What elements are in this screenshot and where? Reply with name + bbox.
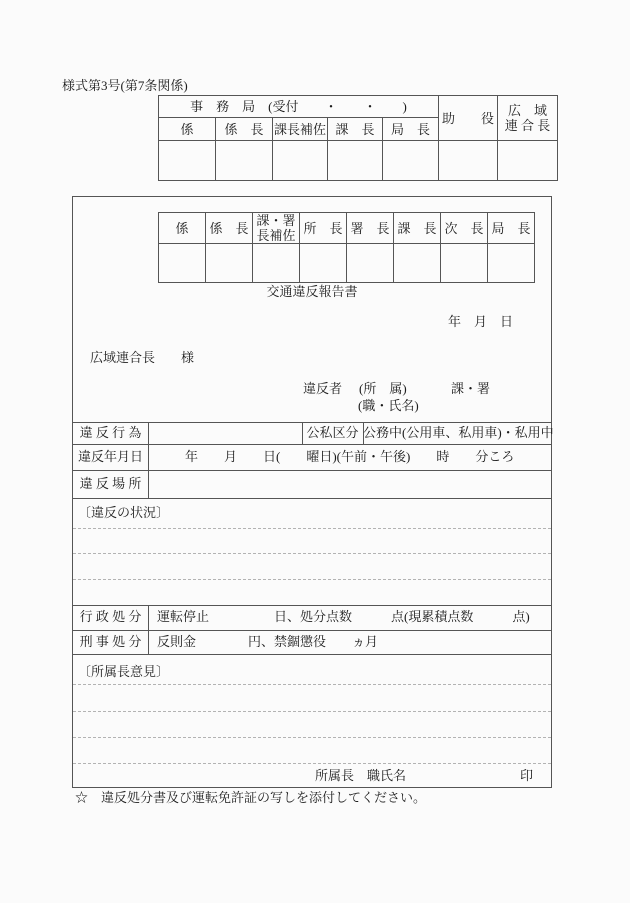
affiliation-label: (所 属) bbox=[359, 381, 407, 396]
criminal-disposition-value: 反則金 円、禁錮懲役 ヵ月 bbox=[157, 634, 379, 649]
report-title: 交通違反報告書 bbox=[266, 284, 358, 299]
label-column-divider bbox=[148, 422, 149, 498]
grid-line bbox=[73, 654, 551, 655]
situation-label: 〔違反の状況〕 bbox=[78, 505, 170, 520]
stamp-cell bbox=[394, 244, 441, 283]
guide-line bbox=[73, 737, 551, 738]
top-col-kachohosa: 課長補佐 bbox=[273, 118, 328, 141]
top-col-kakaricho: 係 長 bbox=[216, 118, 273, 141]
stamp-cell bbox=[206, 244, 253, 283]
inner-col-kakari: 係 bbox=[159, 213, 206, 244]
opinion-label: 〔所属長意見〕 bbox=[78, 664, 170, 679]
inner-col-jicho: 次 長 bbox=[441, 213, 488, 244]
inner-col-kyokucho: 局 長 bbox=[488, 213, 535, 244]
stamp-cell bbox=[273, 141, 328, 181]
guide-line bbox=[73, 763, 551, 764]
violation-date-value: 年 月 日( 曜日)(午前・午後) 時 分ころ bbox=[185, 449, 515, 464]
top-col-kakari: 係 bbox=[159, 118, 216, 141]
violation-place-label: 違 反 場 所 bbox=[79, 476, 142, 491]
stamp-cell bbox=[159, 244, 206, 283]
inner-col-kashochohosa: 課・署 長補佐 bbox=[253, 213, 300, 244]
stamp-cell bbox=[328, 141, 383, 181]
top-approval-table bbox=[158, 95, 558, 181]
admin-disposition-label: 行 政 処 分 bbox=[79, 609, 142, 624]
stamp-cell bbox=[383, 141, 439, 181]
grid-line bbox=[73, 444, 551, 445]
stamp-cell bbox=[439, 141, 498, 181]
grid-line bbox=[73, 498, 551, 499]
guide-line bbox=[73, 684, 551, 685]
addressee: 広域連合長 様 bbox=[90, 350, 195, 365]
stamp-cell bbox=[159, 141, 216, 181]
grid-line bbox=[73, 470, 551, 471]
form-number-label: 様式第3号(第7条関係) bbox=[62, 78, 188, 93]
seal-label: 印 bbox=[520, 768, 534, 783]
top-col-kacho: 課 長 bbox=[328, 118, 383, 141]
inner-approval-table bbox=[158, 212, 535, 283]
name-label: (職・氏名) bbox=[358, 398, 419, 413]
guide-line bbox=[73, 579, 551, 580]
violator-label: 違反者 bbox=[303, 381, 343, 396]
office-header-cell: 事 務 局 (受付 ・ ・ ) bbox=[159, 96, 439, 118]
stamp-cell bbox=[253, 244, 300, 283]
guide-line bbox=[73, 553, 551, 554]
official-private-value: 公務中(公用車、私用車)・私用中 bbox=[363, 425, 554, 440]
grid-line bbox=[73, 422, 551, 423]
stamp-cell bbox=[216, 141, 273, 181]
grid-line bbox=[73, 630, 551, 631]
deputy-mayor-cell: 助 役 bbox=[439, 96, 498, 141]
top-col-kyokucho: 局 長 bbox=[383, 118, 439, 141]
guide-line bbox=[73, 711, 551, 712]
inner-col-kacho: 課 長 bbox=[394, 213, 441, 244]
footer-note: ☆ 違反処分書及び運転免許証の写しを添付してください。 bbox=[75, 790, 427, 805]
inner-col-kakaricho: 係 長 bbox=[206, 213, 253, 244]
label-column-divider bbox=[148, 605, 149, 654]
stamp-cell bbox=[498, 141, 558, 181]
stamp-cell bbox=[488, 244, 535, 283]
grid-line bbox=[73, 605, 551, 606]
union-chief-line1: 広 域 bbox=[507, 103, 547, 118]
guide-line bbox=[73, 528, 551, 529]
stamp-cell bbox=[300, 244, 347, 283]
signature-label: 所属長 職氏名 bbox=[315, 768, 407, 783]
official-private-label: 公私区分 bbox=[306, 425, 359, 440]
union-chief-cell bbox=[498, 96, 558, 141]
union-chief-line2: 連 合 長 bbox=[504, 118, 551, 133]
violation-date-label: 違反年月日 bbox=[77, 449, 143, 464]
stamp-cell bbox=[441, 244, 488, 283]
violation-act-label: 違 反 行 為 bbox=[79, 425, 142, 440]
admin-disposition-value: 運転停止 日、処分点数 点(現累積点数 点) bbox=[157, 609, 530, 624]
date-line: 年 月 日 bbox=[447, 314, 513, 329]
inner-col-shocho: 所 長 bbox=[300, 213, 347, 244]
stamp-cell bbox=[347, 244, 394, 283]
criminal-disposition-label: 刑 事 処 分 bbox=[79, 634, 142, 649]
inner-col-shochou: 署 長 bbox=[347, 213, 394, 244]
report-box bbox=[72, 196, 552, 788]
affiliation-suffix: 課・署 bbox=[451, 381, 491, 396]
